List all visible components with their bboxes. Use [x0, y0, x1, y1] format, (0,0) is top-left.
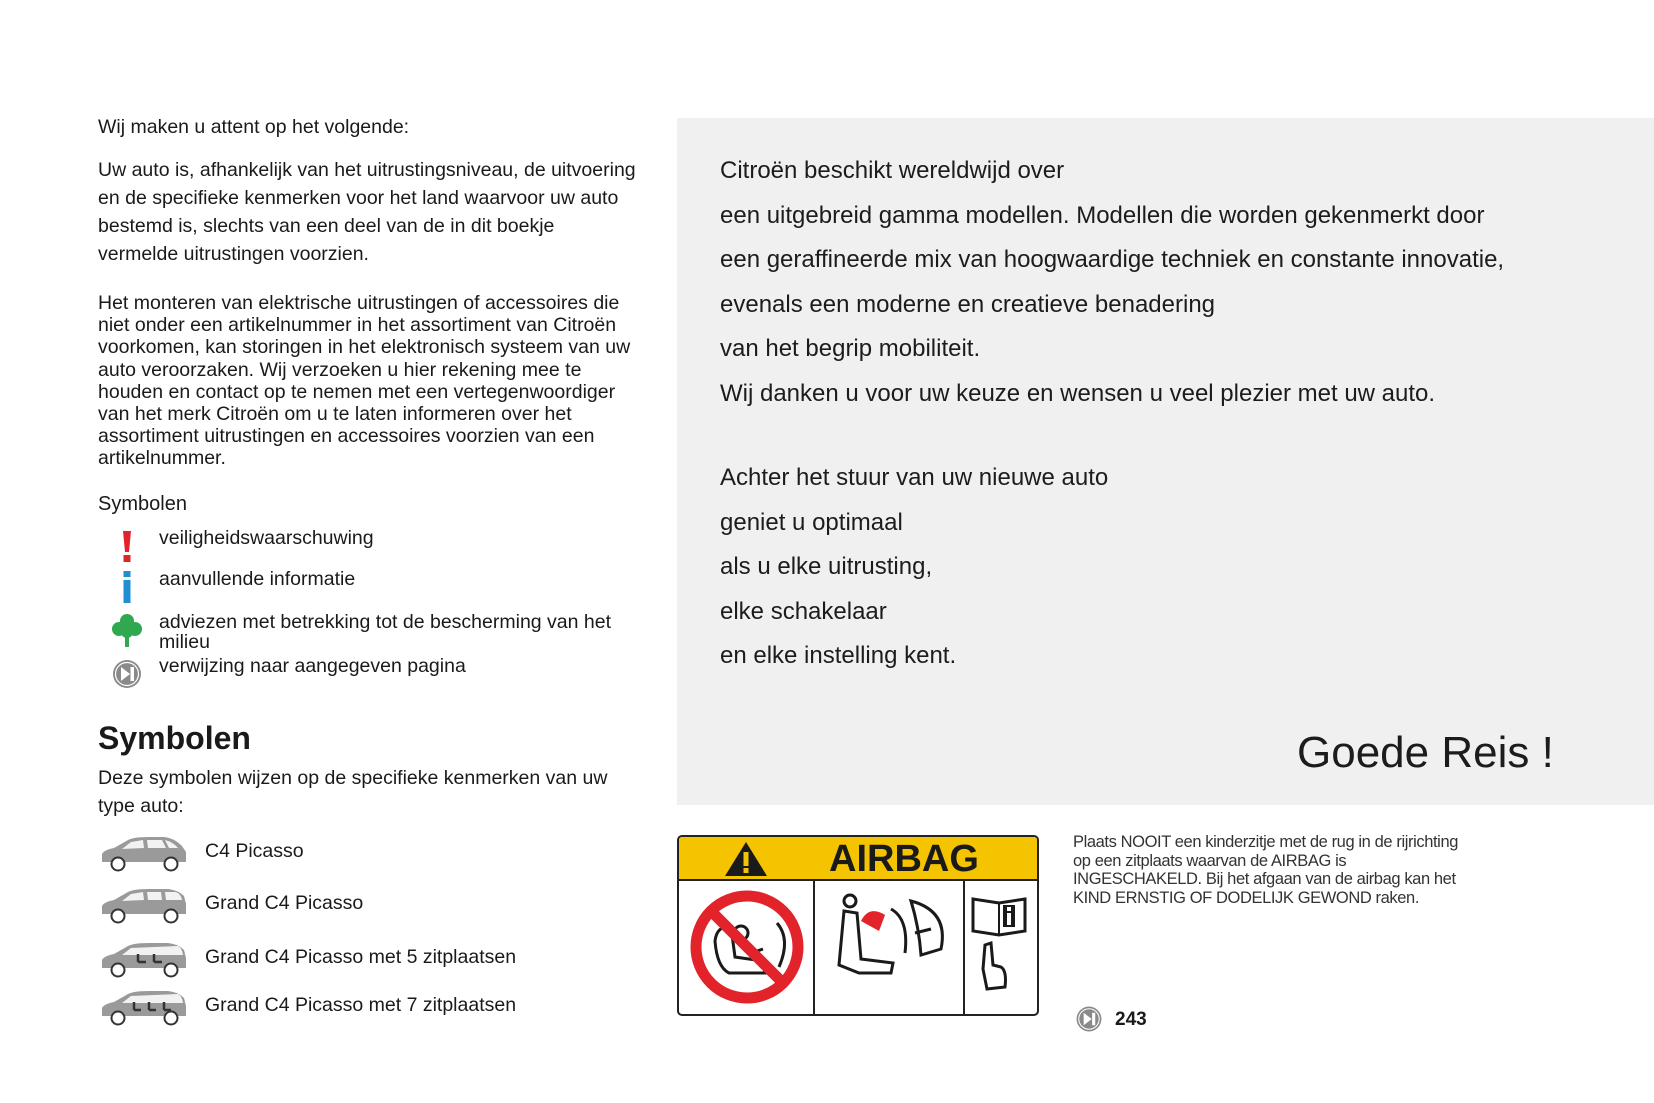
welcome-line: evenals een moderne en creatieve benadering: [720, 291, 1216, 318]
page-reference-icon: [110, 656, 144, 692]
welcome-line: van het begrip mobiliteit.: [720, 335, 981, 362]
drive-line: geniet u optimaal: [720, 509, 903, 536]
symbols-heading: Symbolen: [98, 720, 251, 756]
car-5-seats-icon: [98, 940, 190, 980]
symbol-label: adviezen met betrekking tot de bescherming van het milieu: [159, 611, 612, 653]
drive-line: elke schakelaar: [720, 598, 887, 625]
intro-text: Wij maken u attent op het volgende:: [98, 116, 410, 138]
car-row-7-seats: [98, 988, 638, 1028]
drive-line: en elke instelling kent.: [720, 642, 957, 669]
car-grand-c4-picasso-icon: [98, 886, 190, 926]
page-reference-icon: [1073, 1003, 1105, 1035]
clover-icon: [110, 612, 144, 648]
closing-greeting: Goede Reis !: [1297, 728, 1554, 777]
car-row-grand-c4-picasso: [98, 886, 638, 926]
car-c4-picasso-icon: [98, 834, 190, 874]
car-7-seats-icon: [98, 988, 190, 1028]
symbol-label: verwijzing naar aangegeven pagina: [159, 655, 466, 677]
accessories-paragraph: Het monteren van elektrische uitrustingen of accessoires die niet onder een artikelnummer in het assortiment van Citroën voorkomen, kan storingen in het elektronisch systeem van uw auto veroorzaken. Wij verzoeken u hier rekening mee te houden en contact op te nemen met een vertegenwoordiger van het merk Citroën om u te laten informeren over het assortiment uitrustingen en accessoires voorzien van een artikelnummer.: [98, 292, 631, 470]
symbols-description: Deze symbolen wijzen op de specifieke kenmerken van uw type auto:: [98, 767, 608, 817]
airbag-warning-label: [677, 835, 1039, 1016]
symbols-subtitle: Symbolen: [98, 493, 187, 515]
exclamation-icon: [110, 528, 144, 564]
info-icon: [110, 569, 144, 605]
car-label: Grand C4 Picasso met 5 zitplaatsen: [205, 946, 517, 968]
car-label: Grand C4 Picasso met 7 zitplaatsen: [205, 994, 517, 1016]
airbag-label-title: AIRBAG: [829, 838, 979, 880]
page-reference-number: 243: [1115, 1009, 1147, 1030]
car-label: Grand C4 Picasso: [205, 892, 364, 914]
car-label: C4 Picasso: [205, 840, 304, 862]
symbol-label: veiligheidswaarschuwing: [159, 527, 374, 549]
welcome-line: een uitgebreid gamma modellen. Modellen die worden gekenmerkt door: [720, 202, 1485, 229]
car-row-c4-picasso: [98, 834, 638, 874]
symbol-label: aanvullende informatie: [159, 568, 356, 590]
welcome-line: Citroën beschikt wereldwijd over: [720, 157, 1065, 184]
drive-line: Achter het stuur van uw nieuwe auto: [720, 464, 1109, 491]
welcome-line: Wij danken u voor uw keuze en wensen u veel plezier met uw auto.: [720, 380, 1436, 407]
drive-line: als u elke uitrusting,: [720, 553, 933, 580]
equipment-paragraph: Uw auto is, afhankelijk van het uitrustingsniveau, de uitvoering en de specifieke kenmerken voor het land waarvoor uw auto bestemd is, slechts van een deel van de in dit boekje vermelde uitrustingen voorzien.: [98, 159, 636, 265]
airbag-warning-text: Plaats NOOIT een kinderzitje met de rug in de rijrichting op een zitplaats waarvan de AIRBAG is INGESCHAKELD. Bij het afgaan van de airbag kan het KIND ERNSTIG OF DODELIJK GEWOND raken.: [1073, 833, 1458, 907]
welcome-line: een geraffineerde mix van hoogwaardige techniek en constante innovatie,: [720, 246, 1505, 273]
car-row-5-seats: [98, 940, 638, 980]
